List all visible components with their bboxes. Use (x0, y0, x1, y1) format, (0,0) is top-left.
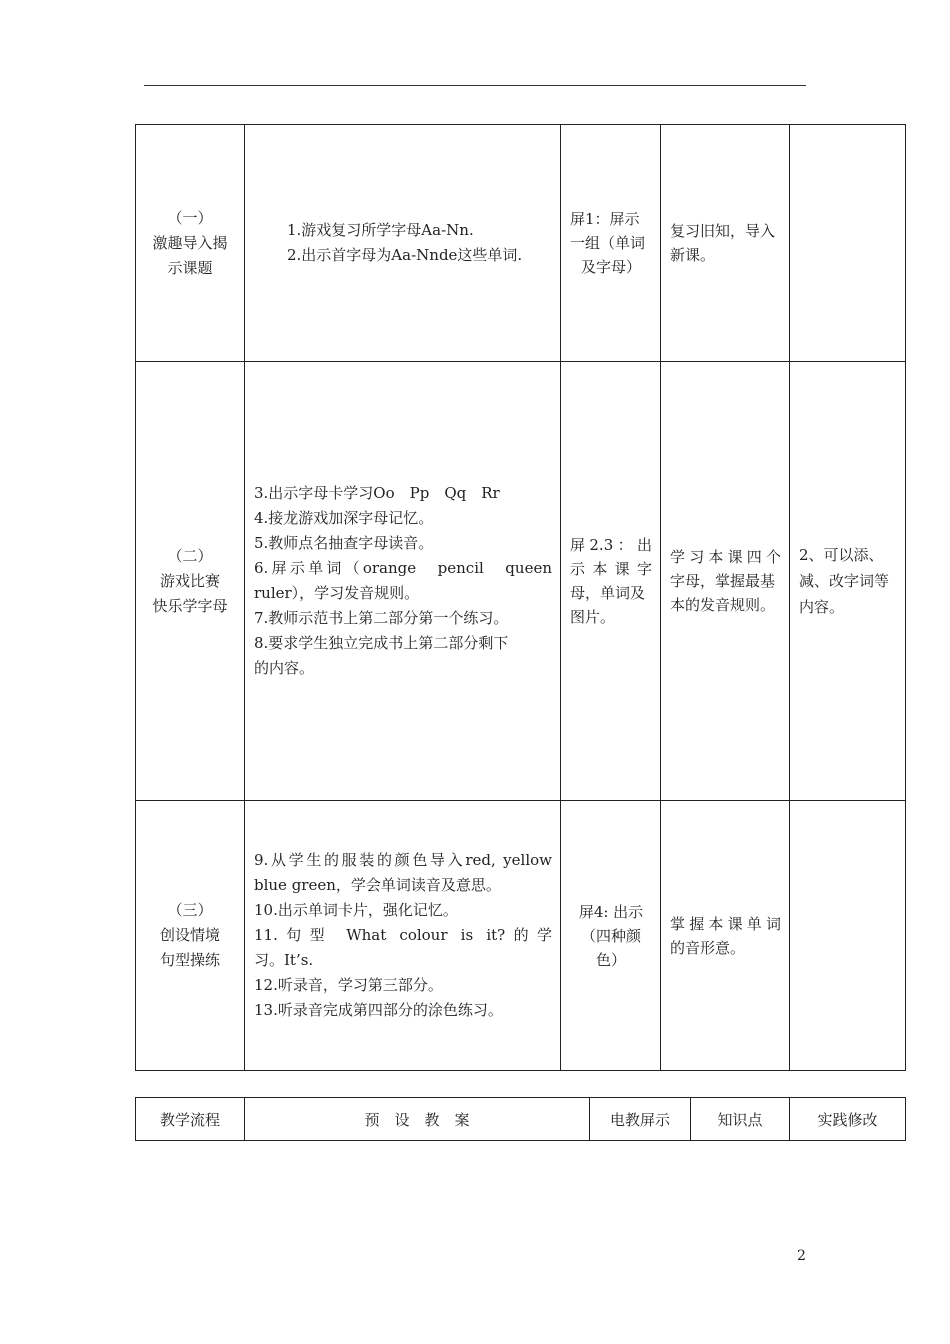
practice-cell (790, 801, 906, 1071)
screen-cell: 屏1：屏示 一组（单词 及字母） (561, 125, 661, 362)
header-row (136, 1098, 906, 1141)
header-screen: 电教屏示 (590, 1098, 691, 1141)
header-knowledge: 知识点 (691, 1098, 790, 1141)
table-row (136, 801, 906, 1071)
practice-cell (790, 125, 906, 362)
header-process: 教学流程 (136, 1098, 245, 1141)
header-rule (144, 85, 806, 86)
screen-cell: 屏2.3：出 示本课字 母，单词及 图片。 (561, 362, 661, 801)
content-cell: 9.从学生的服装的颜色导入red, yellow blue green，学会单词读音及意思。 10.出示单词卡片，强化记忆。 11.句型 What colour is it?的学 习。It’s. 12.听录音，学习第三部分。 13.听录音完成第四部分的涂色练习。 (245, 801, 561, 1071)
stage-cell: （二） 游戏比赛 快乐学字母 (136, 362, 245, 801)
content-cell: 1.游戏复习所学字母Aa-Nn. 2.出示首字母为Aa-Nnde这些单词. (245, 125, 561, 362)
knowledge-cell: 复习旧知，导入 新课。 (661, 125, 790, 362)
page-number: 2 (797, 1248, 806, 1264)
content-cell: 3.出示字母卡学习Oo Pp Qq Rr 4.接龙游戏加深字母记忆。 5.教师点名抽查字母读音。 6.屏示单词（orange pencil queen ruler），学习发音规则。 7.教师示范书上第二部分第一个练习。 8.要求学生独立完成书上第二部分剩下 的内容。 (245, 362, 561, 801)
lesson-plan-table (135, 124, 906, 1071)
stage-cell: （一） 激趣导入揭 示课题 (136, 125, 245, 362)
screen-cell: 屏4: 出示 （四种颜 色） (561, 801, 661, 1071)
column-header-table (135, 1097, 906, 1141)
table-row (136, 362, 906, 801)
header-plan: 预 设 教 案 (245, 1098, 590, 1141)
header-practice: 实践修改 (790, 1098, 906, 1141)
knowledge-cell: 学习本课四个 字母，掌握最基 本的发音规则。 (661, 362, 790, 801)
table-row (136, 125, 906, 362)
knowledge-cell: 掌握本课单词 的音形意。 (661, 801, 790, 1071)
stage-cell: （三） 创设情境 句型操练 (136, 801, 245, 1071)
practice-cell: 2、可以添、 减、改字词等 内容。 (790, 362, 906, 801)
